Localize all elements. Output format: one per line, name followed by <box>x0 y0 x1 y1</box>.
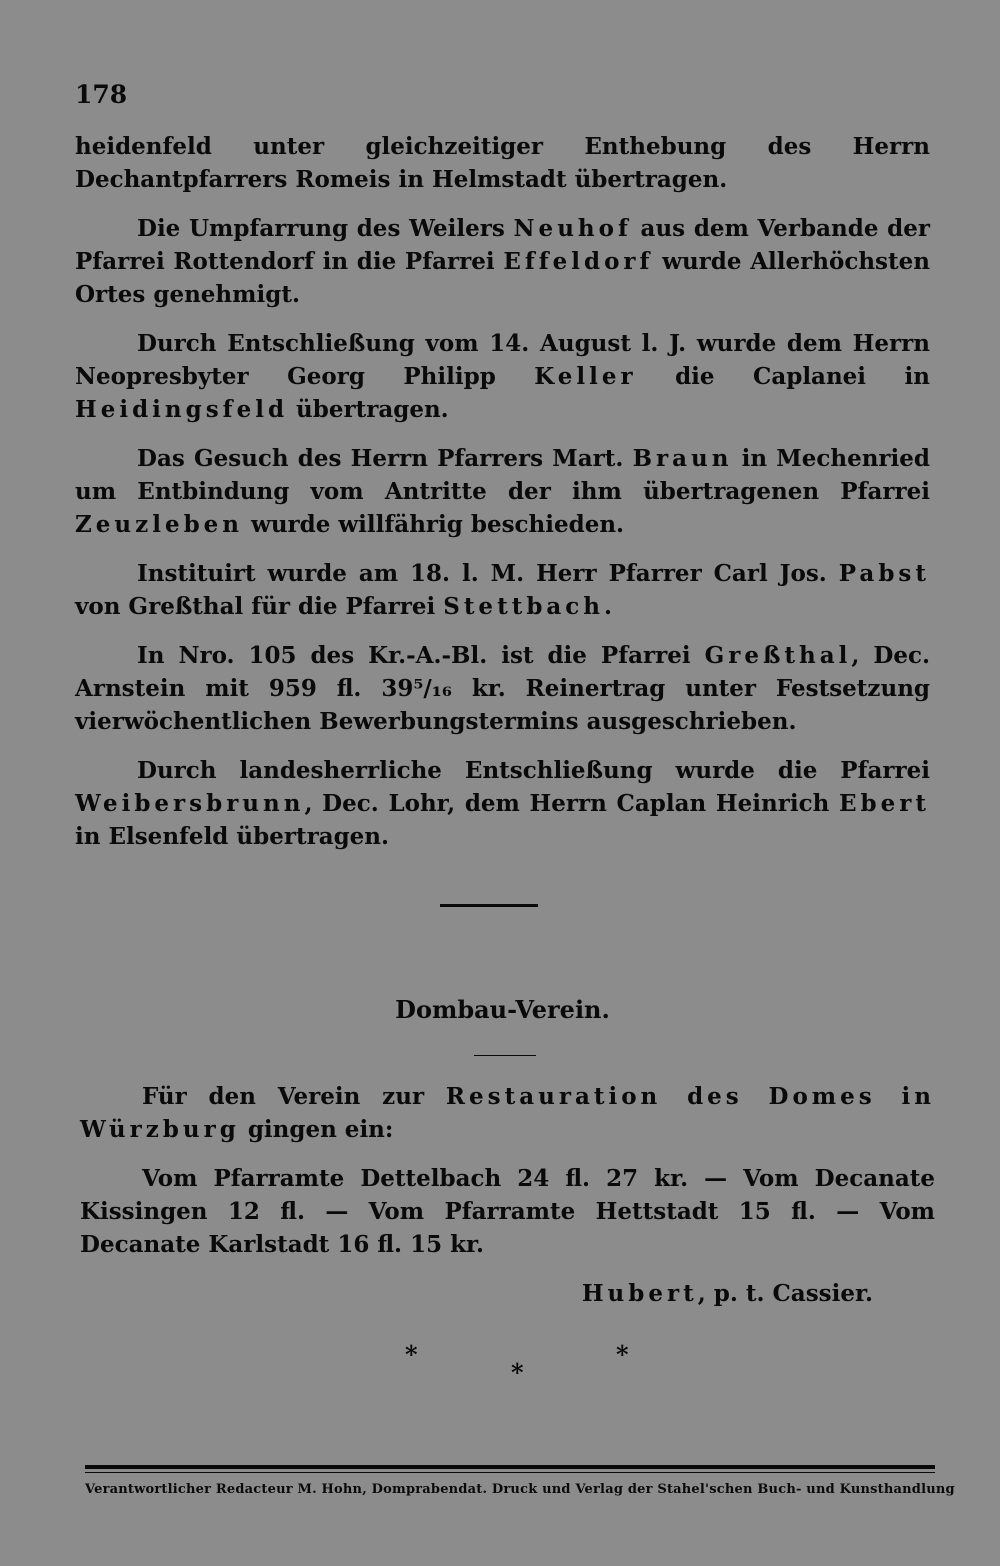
dombau-intro-spaced: Restauration des Domes in Würzburg <box>80 1083 935 1143</box>
dombau-intro <box>80 1080 935 1146</box>
paragraph-4-spaced-b: Zeuzleben <box>75 511 244 538</box>
paragraph-4-text-c: wurde willfährig beschieden. <box>243 511 625 538</box>
paragraph-5-spaced-a: Pabst <box>838 560 930 587</box>
paragraph-7-text-b: , Dec. Lohr, dem Herrn Caplan Heinrich <box>304 790 839 817</box>
dombau-donations: Vom Pfarramte Dettelbach 24 fl. 27 kr. — Vom Decanate Kissingen 12 fl. — Vom Pfarramte Hettstadt 15 fl. — Vom Decanate Karlstadt 16 fl. 15 kr. <box>80 1165 935 1258</box>
body-text <box>75 130 930 869</box>
dombau-intro-text-a: Für den Verein zur <box>142 1083 446 1110</box>
paragraph-7-spaced-a: Weibersbrunn <box>75 790 305 817</box>
paragraph-2-text-c: wurde Allerhöchsten Ortes genehmigt. <box>75 248 930 308</box>
asterisk-right: * <box>616 1340 629 1369</box>
dombau-section <box>80 1080 935 1310</box>
signature-title: , p. t. Cassier. <box>697 1280 873 1307</box>
paragraph-3-text-b: die Caplanei in <box>636 363 930 390</box>
paragraph-4-text-b: in Mechenried um Entbindung vom Antritte der ihm übertragenen Pfarrei <box>75 445 930 505</box>
paragraph-7-text-c: in Elsenfeld übertragen. <box>75 823 390 850</box>
paragraph-3-spaced-b: Heidingsfeld <box>75 396 289 423</box>
footer-rule-thin <box>85 1472 935 1473</box>
paragraph-3-text-a: Durch Entschließung vom 14. August l. J. wurde dem Herrn Neopresbyter Georg Philipp <box>75 330 930 390</box>
paragraph-6-text-b: , Dec. Arnstein mit 959 fl. 39⁵/₁₆ kr. Reinertrag unter Festsetzung vierwöchentlichen Bewerbungstermins ausgeschrieben. <box>75 642 930 735</box>
paragraph-5-text-a: Instituirt wurde am 18. l. M. Herr Pfarrer Carl Jos. <box>137 560 839 587</box>
paragraph-5 <box>75 557 930 623</box>
document-page <box>75 0 955 1566</box>
asterism-ornament <box>75 1340 930 1387</box>
asterisk-center: * <box>511 1358 524 1387</box>
paragraph-5-text-c: . <box>604 593 613 620</box>
paragraph-2-spaced-b: Effeldorf <box>503 248 654 275</box>
paragraph-5-spaced-b: Stettbach <box>443 593 605 620</box>
paragraph-2-text-b: aus dem Verbande der Pfarrei Rottendorf in die Pfarrei <box>75 215 930 275</box>
imprint-line: Verantwortlicher Redacteur M. Hohn, Domprabendat. Druck und Verlag der Stahel'schen Buch- und Kunsthandlung <box>85 1482 955 1497</box>
title-underline <box>474 1055 536 1056</box>
paragraph-7 <box>75 754 930 853</box>
paragraph-3-text-c: übertragen. <box>288 396 449 423</box>
paragraph-4 <box>75 442 930 541</box>
paragraph-5-text-b: von Greßthal für die Pfarrei <box>75 593 444 620</box>
paragraph-6-text-a: In Nro. 105 des Kr.-A.-Bl. ist die Pfarrei <box>137 642 705 669</box>
footer-rule <box>85 1465 935 1469</box>
paragraph-7-text-a: Durch landesherrliche Entschließung wurde die Pfarrei <box>137 757 930 784</box>
paragraph-6 <box>75 639 930 738</box>
asterisk-left: * <box>405 1340 418 1369</box>
paragraph-2 <box>75 212 930 311</box>
paragraph-2-text-a: Die Umpfarrung des Weilers <box>137 215 514 242</box>
paragraph-3-spaced-a: Keller <box>534 363 637 390</box>
page-number: 178 <box>75 80 128 109</box>
paragraph-7-spaced-b: Ebert <box>839 790 930 817</box>
paragraph-1 <box>75 130 930 196</box>
paragraph-2-spaced-a: Neuhof <box>513 215 632 242</box>
section-divider <box>440 904 538 907</box>
paragraph-4-spaced-a: Braun <box>632 445 733 472</box>
signature-name: Hubert <box>581 1280 698 1307</box>
signature <box>80 1277 935 1310</box>
dombau-intro-text-b: gingen ein: <box>239 1116 394 1143</box>
paragraph-4-text-a: Das Gesuch des Herrn Pfarrers Mart. <box>137 445 633 472</box>
paragraph-1-text: heidenfeld unter gleichzeitiger Enthebung des Herrn Dechantpfarrers Romeis in Helmstadt übertragen. <box>75 133 930 193</box>
paragraph-3 <box>75 327 930 426</box>
paragraph-6-spaced-a: Greßthal <box>704 642 852 669</box>
section-title: Dombau-Verein. <box>395 995 610 1024</box>
